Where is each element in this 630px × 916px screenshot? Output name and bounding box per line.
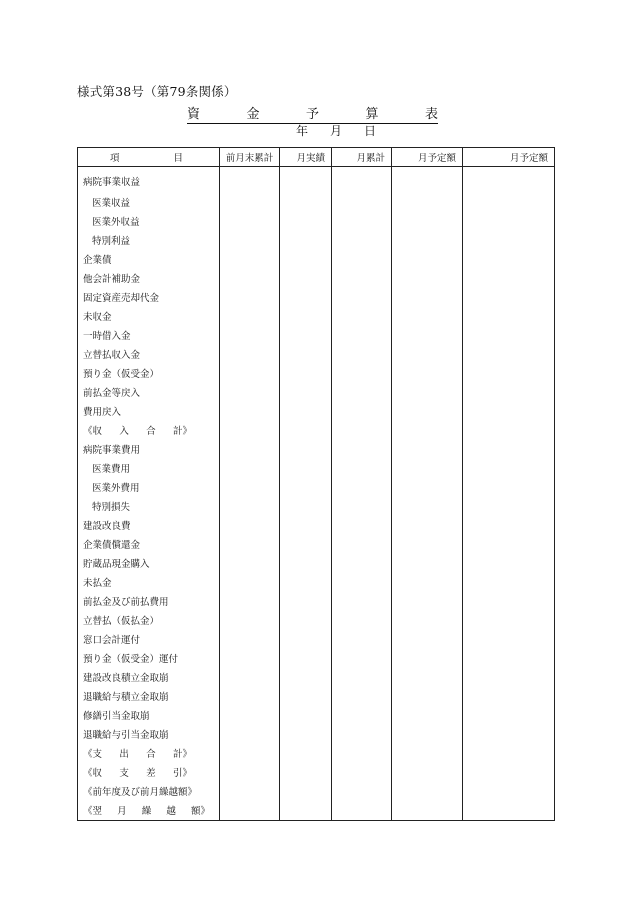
- cell-month-planned[interactable]: [392, 458, 463, 477]
- cell-prev-month-cumulative[interactable]: [220, 401, 280, 420]
- table-row: [78, 420, 555, 439]
- cell-prev-month-cumulative[interactable]: [220, 192, 280, 211]
- table-row: [78, 781, 555, 800]
- row-item-label: [78, 800, 220, 821]
- cell-month-actual[interactable]: [280, 762, 332, 781]
- header-month-actual: 月実績: [280, 148, 332, 167]
- row-item-label: [78, 743, 220, 762]
- cell-month-cumulative[interactable]: [332, 230, 392, 249]
- cell-month-planned-2[interactable]: [463, 344, 555, 363]
- cell-month-actual[interactable]: [280, 743, 332, 762]
- cell-prev-month-cumulative[interactable]: [220, 762, 280, 781]
- cell-month-cumulative[interactable]: [332, 167, 392, 193]
- cell-month-cumulative[interactable]: [332, 363, 392, 382]
- cell-month-actual[interactable]: [280, 344, 332, 363]
- table-row: [78, 800, 555, 821]
- cell-month-planned-2[interactable]: [463, 610, 555, 629]
- cell-month-planned[interactable]: [392, 325, 463, 344]
- document-title: [187, 103, 438, 124]
- bracket-open: 《: [83, 425, 93, 437]
- cell-month-planned[interactable]: [392, 515, 463, 534]
- row-item-label: 修繕引当金取崩: [78, 705, 220, 724]
- cell-month-planned-2[interactable]: [463, 496, 555, 515]
- table-row: [78, 192, 555, 211]
- cell-month-actual[interactable]: [280, 667, 332, 686]
- cell-prev-month-cumulative[interactable]: [220, 439, 280, 458]
- cell-month-actual[interactable]: [280, 439, 332, 458]
- total-label-char: 収: [92, 767, 103, 779]
- bracket-open: 《: [83, 806, 93, 817]
- cell-month-planned-2[interactable]: [463, 439, 555, 458]
- cell-month-planned[interactable]: [392, 800, 463, 821]
- bracket-close: 》: [182, 425, 193, 437]
- table-row: [78, 515, 555, 534]
- total-label-char: 計: [173, 748, 183, 760]
- table-row: [78, 705, 555, 724]
- cell-month-cumulative[interactable]: [332, 591, 392, 610]
- cell-month-planned-2[interactable]: [463, 382, 555, 401]
- cell-prev-month-cumulative[interactable]: [220, 800, 280, 821]
- cell-month-cumulative[interactable]: [332, 762, 392, 781]
- cell-month-planned[interactable]: [392, 230, 463, 249]
- cell-month-planned-2[interactable]: [463, 401, 555, 420]
- cell-month-planned[interactable]: [392, 724, 463, 743]
- cell-month-planned[interactable]: [392, 439, 463, 458]
- cell-month-actual[interactable]: [280, 458, 332, 477]
- cell-month-planned-2[interactable]: [463, 724, 555, 743]
- row-item-label: [78, 420, 220, 439]
- table-row: [78, 458, 555, 477]
- row-item-label: 窓口会計運付: [78, 629, 220, 648]
- cell-month-planned-2[interactable]: [463, 781, 555, 800]
- cell-prev-month-cumulative[interactable]: [220, 610, 280, 629]
- cell-month-actual[interactable]: [280, 325, 332, 344]
- cell-prev-month-cumulative[interactable]: [220, 249, 280, 268]
- header-item-right: 目: [173, 153, 183, 164]
- total-label-char: 額: [190, 806, 201, 817]
- cell-month-cumulative[interactable]: [332, 629, 392, 648]
- row-item-label: 特別利益: [78, 230, 220, 249]
- row-item-label: 前払金等戻入: [78, 382, 220, 401]
- cell-month-planned[interactable]: [392, 477, 463, 496]
- row-item-label: 病院事業収益: [78, 167, 220, 193]
- cell-month-planned-2[interactable]: [463, 534, 555, 553]
- table-row: [78, 572, 555, 591]
- cell-month-cumulative[interactable]: [332, 515, 392, 534]
- cell-month-planned-2[interactable]: [463, 420, 555, 439]
- cell-month-planned[interactable]: [392, 268, 463, 287]
- table-row: [78, 610, 555, 629]
- cell-month-planned[interactable]: [392, 781, 463, 800]
- cell-prev-month-cumulative[interactable]: [220, 591, 280, 610]
- total-label-char: 支: [119, 767, 129, 779]
- table-row: [78, 724, 555, 743]
- table-row: [78, 686, 555, 705]
- date-day: 日: [363, 124, 376, 138]
- cell-month-cumulative[interactable]: [332, 800, 392, 821]
- row-item-label: 未払金: [78, 572, 220, 591]
- cell-month-actual[interactable]: [280, 363, 332, 382]
- row-item-label: 未収金: [78, 306, 220, 325]
- cell-month-planned-2[interactable]: [463, 192, 555, 211]
- cell-prev-month-cumulative[interactable]: [220, 344, 280, 363]
- cell-prev-month-cumulative[interactable]: [220, 287, 280, 306]
- cell-month-actual[interactable]: [280, 192, 332, 211]
- cell-month-planned[interactable]: [392, 762, 463, 781]
- bracket-close: 》: [182, 767, 193, 779]
- cell-month-actual[interactable]: [280, 534, 332, 553]
- cell-prev-month-cumulative[interactable]: [220, 363, 280, 382]
- row-item-label: 預り金（仮受金）運付: [78, 648, 220, 667]
- cell-month-planned[interactable]: [392, 287, 463, 306]
- cell-month-actual[interactable]: [280, 705, 332, 724]
- cell-month-cumulative[interactable]: [332, 268, 392, 287]
- table-row: [78, 306, 555, 325]
- row-item-label: 医業外収益: [78, 211, 220, 230]
- cell-month-cumulative[interactable]: [332, 572, 392, 591]
- row-item-label: 医業外費用: [78, 477, 220, 496]
- cell-prev-month-cumulative[interactable]: [220, 211, 280, 230]
- cell-month-actual[interactable]: [280, 249, 332, 268]
- total-label-char: 合: [146, 748, 156, 760]
- table-row: [78, 477, 555, 496]
- cell-month-planned-2[interactable]: [463, 363, 555, 382]
- cell-month-actual[interactable]: [280, 306, 332, 325]
- cell-month-cumulative[interactable]: [332, 743, 392, 762]
- cell-month-cumulative[interactable]: [332, 211, 392, 230]
- row-item-label: 一時借入金: [78, 325, 220, 344]
- cell-month-cumulative[interactable]: [332, 249, 392, 268]
- table-row: [78, 344, 555, 363]
- cell-month-actual[interactable]: [280, 648, 332, 667]
- row-item-label: 特別損失: [78, 496, 220, 515]
- table-row: [78, 268, 555, 287]
- cell-month-planned[interactable]: [392, 686, 463, 705]
- date-month: 月: [329, 124, 342, 138]
- cell-prev-month-cumulative[interactable]: [220, 667, 280, 686]
- cell-prev-month-cumulative[interactable]: [220, 230, 280, 249]
- cell-month-cumulative[interactable]: [332, 648, 392, 667]
- cell-month-planned-2[interactable]: [463, 306, 555, 325]
- cell-month-planned-2[interactable]: [463, 249, 555, 268]
- title-char: 算: [365, 107, 379, 122]
- table-row: [78, 629, 555, 648]
- table-row: [78, 325, 555, 344]
- total-label-char: 合: [146, 425, 156, 437]
- cell-month-cumulative[interactable]: [332, 686, 392, 705]
- table-row: [78, 743, 555, 762]
- total-label-char: 繰: [141, 806, 152, 817]
- total-label-char: 翌: [92, 806, 103, 817]
- total-label-char: 出: [119, 748, 129, 760]
- cell-month-actual[interactable]: [280, 167, 332, 193]
- cell-prev-month-cumulative[interactable]: [220, 167, 280, 193]
- cell-month-planned-2[interactable]: [463, 629, 555, 648]
- total-label: [93, 746, 183, 760]
- table-row: [78, 496, 555, 515]
- cell-month-actual[interactable]: [280, 420, 332, 439]
- cell-month-planned[interactable]: [392, 306, 463, 325]
- cell-month-actual[interactable]: [280, 724, 332, 743]
- cell-month-planned-2[interactable]: [463, 705, 555, 724]
- cell-prev-month-cumulative[interactable]: [220, 629, 280, 648]
- date-line: [296, 122, 376, 139]
- cell-prev-month-cumulative[interactable]: [220, 382, 280, 401]
- cell-month-planned[interactable]: [392, 192, 463, 211]
- row-item-label: 預り金（仮受金）: [78, 363, 220, 382]
- table-row: [78, 553, 555, 572]
- cell-month-planned[interactable]: [392, 401, 463, 420]
- cell-month-planned[interactable]: [392, 610, 463, 629]
- cell-month-actual[interactable]: [280, 268, 332, 287]
- cell-month-planned[interactable]: [392, 553, 463, 572]
- cell-month-actual[interactable]: [280, 401, 332, 420]
- bracket-close: 》: [200, 806, 211, 817]
- cell-month-planned[interactable]: [392, 743, 463, 762]
- table-row: [78, 382, 555, 401]
- cell-prev-month-cumulative[interactable]: [220, 743, 280, 762]
- row-item-label: 貯蔵品現金購入: [78, 553, 220, 572]
- header-item: [78, 148, 220, 167]
- row-item-label: 《前年度及び前月繰越額》: [78, 781, 220, 800]
- header-prev-month-cumulative: 前月末累計: [220, 148, 280, 167]
- cell-month-cumulative[interactable]: [332, 705, 392, 724]
- cell-month-actual[interactable]: [280, 230, 332, 249]
- table-row: [78, 762, 555, 781]
- table-row: [78, 230, 555, 249]
- total-label-char: 月: [117, 806, 127, 817]
- cell-month-planned[interactable]: [392, 667, 463, 686]
- cell-month-planned-2[interactable]: [463, 477, 555, 496]
- cell-month-cumulative[interactable]: [332, 439, 392, 458]
- cell-month-cumulative[interactable]: [332, 192, 392, 211]
- row-item-label: 建設改良積立金取崩: [78, 667, 220, 686]
- table-row: [78, 167, 555, 193]
- cell-prev-month-cumulative[interactable]: [220, 268, 280, 287]
- table-row: [78, 363, 555, 382]
- cell-month-planned[interactable]: [392, 496, 463, 515]
- cell-month-planned[interactable]: [392, 705, 463, 724]
- cell-month-actual[interactable]: [280, 800, 332, 821]
- total-label-char: 収: [92, 425, 103, 437]
- cell-month-planned[interactable]: [392, 211, 463, 230]
- cell-month-actual[interactable]: [280, 572, 332, 591]
- row-item-label: 固定資産売却代金: [78, 287, 220, 306]
- cell-month-cumulative[interactable]: [332, 401, 392, 420]
- total-label-char: 入: [119, 425, 129, 437]
- cell-month-planned-2[interactable]: [463, 743, 555, 762]
- cell-month-planned-2[interactable]: [463, 591, 555, 610]
- cell-month-cumulative[interactable]: [332, 724, 392, 743]
- row-item-label: 企業債償還金: [78, 534, 220, 553]
- form-number: 様式第38号（第79条関係）: [77, 84, 237, 99]
- cell-month-actual[interactable]: [280, 515, 332, 534]
- cell-prev-month-cumulative[interactable]: [220, 306, 280, 325]
- row-item-label: 前払金及び前払費用: [78, 591, 220, 610]
- table-row: [78, 534, 555, 553]
- total-label-char: 計: [173, 425, 183, 437]
- total-label: [93, 803, 201, 817]
- header-month-planned: 月予定額: [392, 148, 463, 167]
- table-row: [78, 401, 555, 420]
- cell-month-planned[interactable]: [392, 363, 463, 382]
- row-item-label: 退職給与引当金取崩: [78, 724, 220, 743]
- bracket-open: 《: [83, 748, 93, 760]
- cell-month-planned[interactable]: [392, 344, 463, 363]
- cell-month-cumulative[interactable]: [332, 667, 392, 686]
- cell-month-actual[interactable]: [280, 287, 332, 306]
- cell-month-planned-2[interactable]: [463, 515, 555, 534]
- cell-month-planned[interactable]: [392, 249, 463, 268]
- cell-month-planned[interactable]: [392, 382, 463, 401]
- cell-prev-month-cumulative[interactable]: [220, 458, 280, 477]
- cell-prev-month-cumulative[interactable]: [220, 420, 280, 439]
- cell-month-planned-2[interactable]: [463, 287, 555, 306]
- total-label-char: 差: [146, 767, 156, 779]
- cell-prev-month-cumulative[interactable]: [220, 781, 280, 800]
- cell-month-cumulative[interactable]: [332, 382, 392, 401]
- total-label: [93, 423, 183, 437]
- total-label: [93, 765, 183, 779]
- cell-month-actual[interactable]: [280, 496, 332, 515]
- row-item-label: 立替払収入金: [78, 344, 220, 363]
- cell-month-planned-2[interactable]: [463, 572, 555, 591]
- row-item-label: 病院事業費用: [78, 439, 220, 458]
- date-year: 年: [296, 124, 309, 138]
- cell-month-cumulative[interactable]: [332, 458, 392, 477]
- cell-month-actual[interactable]: [280, 553, 332, 572]
- cell-month-cumulative[interactable]: [332, 553, 392, 572]
- budget-table: [77, 147, 555, 821]
- row-item-label: [78, 762, 220, 781]
- cell-month-actual[interactable]: [280, 477, 332, 496]
- cell-month-planned-2[interactable]: [463, 667, 555, 686]
- cell-month-planned-2[interactable]: [463, 167, 555, 193]
- cell-month-cumulative[interactable]: [332, 496, 392, 515]
- cell-month-planned-2[interactable]: [463, 686, 555, 705]
- cell-prev-month-cumulative[interactable]: [220, 705, 280, 724]
- row-item-label: 企業債: [78, 249, 220, 268]
- cell-month-cumulative[interactable]: [332, 325, 392, 344]
- cell-month-actual[interactable]: [280, 781, 332, 800]
- total-label-char: 支: [92, 748, 103, 760]
- cell-month-actual[interactable]: [280, 686, 332, 705]
- cell-prev-month-cumulative[interactable]: [220, 553, 280, 572]
- bracket-open: 《: [83, 767, 93, 779]
- table-row: [78, 591, 555, 610]
- cell-month-actual[interactable]: [280, 382, 332, 401]
- cell-prev-month-cumulative[interactable]: [220, 724, 280, 743]
- cell-month-planned[interactable]: [392, 629, 463, 648]
- cell-month-actual[interactable]: [280, 610, 332, 629]
- cell-month-planned-2[interactable]: [463, 268, 555, 287]
- table-row: [78, 287, 555, 306]
- cell-month-planned-2[interactable]: [463, 800, 555, 821]
- row-item-label: 建設改良費: [78, 515, 220, 534]
- header-item-left: 項: [110, 153, 120, 164]
- cell-month-cumulative[interactable]: [332, 287, 392, 306]
- cell-prev-month-cumulative[interactable]: [220, 572, 280, 591]
- cell-month-cumulative[interactable]: [332, 344, 392, 363]
- bracket-close: 》: [182, 748, 193, 760]
- table-row: [78, 648, 555, 667]
- cell-month-actual[interactable]: [280, 629, 332, 648]
- table-header-row: [78, 148, 555, 167]
- row-item-label: 費用戻入: [78, 401, 220, 420]
- cell-month-cumulative[interactable]: [332, 534, 392, 553]
- row-item-label: 他会計補助金: [78, 268, 220, 287]
- table-row: [78, 439, 555, 458]
- cell-prev-month-cumulative[interactable]: [220, 477, 280, 496]
- total-label-char: 越: [166, 806, 176, 817]
- cell-month-planned-2[interactable]: [463, 762, 555, 781]
- cell-month-planned-2[interactable]: [463, 211, 555, 230]
- cell-prev-month-cumulative[interactable]: [220, 686, 280, 705]
- cell-month-planned-2[interactable]: [463, 325, 555, 344]
- cell-prev-month-cumulative[interactable]: [220, 496, 280, 515]
- title-char: 資: [187, 107, 201, 122]
- table-row: [78, 249, 555, 268]
- cell-month-cumulative[interactable]: [332, 781, 392, 800]
- row-item-label: 立替払（仮払金）: [78, 610, 220, 629]
- cell-month-cumulative[interactable]: [332, 420, 392, 439]
- cell-month-planned-2[interactable]: [463, 648, 555, 667]
- cell-month-planned-2[interactable]: [463, 230, 555, 249]
- cell-prev-month-cumulative[interactable]: [220, 325, 280, 344]
- cell-month-planned[interactable]: [392, 534, 463, 553]
- title-char: 表: [424, 107, 438, 122]
- cell-month-actual[interactable]: [280, 591, 332, 610]
- table-row: [78, 211, 555, 230]
- row-item-label: 医業収益: [78, 192, 220, 211]
- cell-month-planned[interactable]: [392, 167, 463, 193]
- header-month-cumulative: 月累計: [332, 148, 392, 167]
- title-char: 予: [305, 107, 319, 122]
- total-label-char: 引: [173, 767, 183, 779]
- cell-month-planned[interactable]: [392, 420, 463, 439]
- table-row: [78, 667, 555, 686]
- cell-month-planned[interactable]: [392, 572, 463, 591]
- cell-month-cumulative[interactable]: [332, 610, 392, 629]
- cell-month-cumulative[interactable]: [332, 306, 392, 325]
- cell-month-planned[interactable]: [392, 648, 463, 667]
- cell-month-planned-2[interactable]: [463, 458, 555, 477]
- cell-prev-month-cumulative[interactable]: [220, 515, 280, 534]
- cell-month-planned-2[interactable]: [463, 553, 555, 572]
- cell-month-actual[interactable]: [280, 211, 332, 230]
- header-month-planned-2: 月予定額: [463, 148, 555, 167]
- title-char: 金: [246, 107, 260, 122]
- row-item-label: 医業費用: [78, 458, 220, 477]
- row-item-label: 退職給与積立金取崩: [78, 686, 220, 705]
- cell-month-planned[interactable]: [392, 591, 463, 610]
- cell-prev-month-cumulative[interactable]: [220, 648, 280, 667]
- cell-prev-month-cumulative[interactable]: [220, 534, 280, 553]
- cell-month-cumulative[interactable]: [332, 477, 392, 496]
